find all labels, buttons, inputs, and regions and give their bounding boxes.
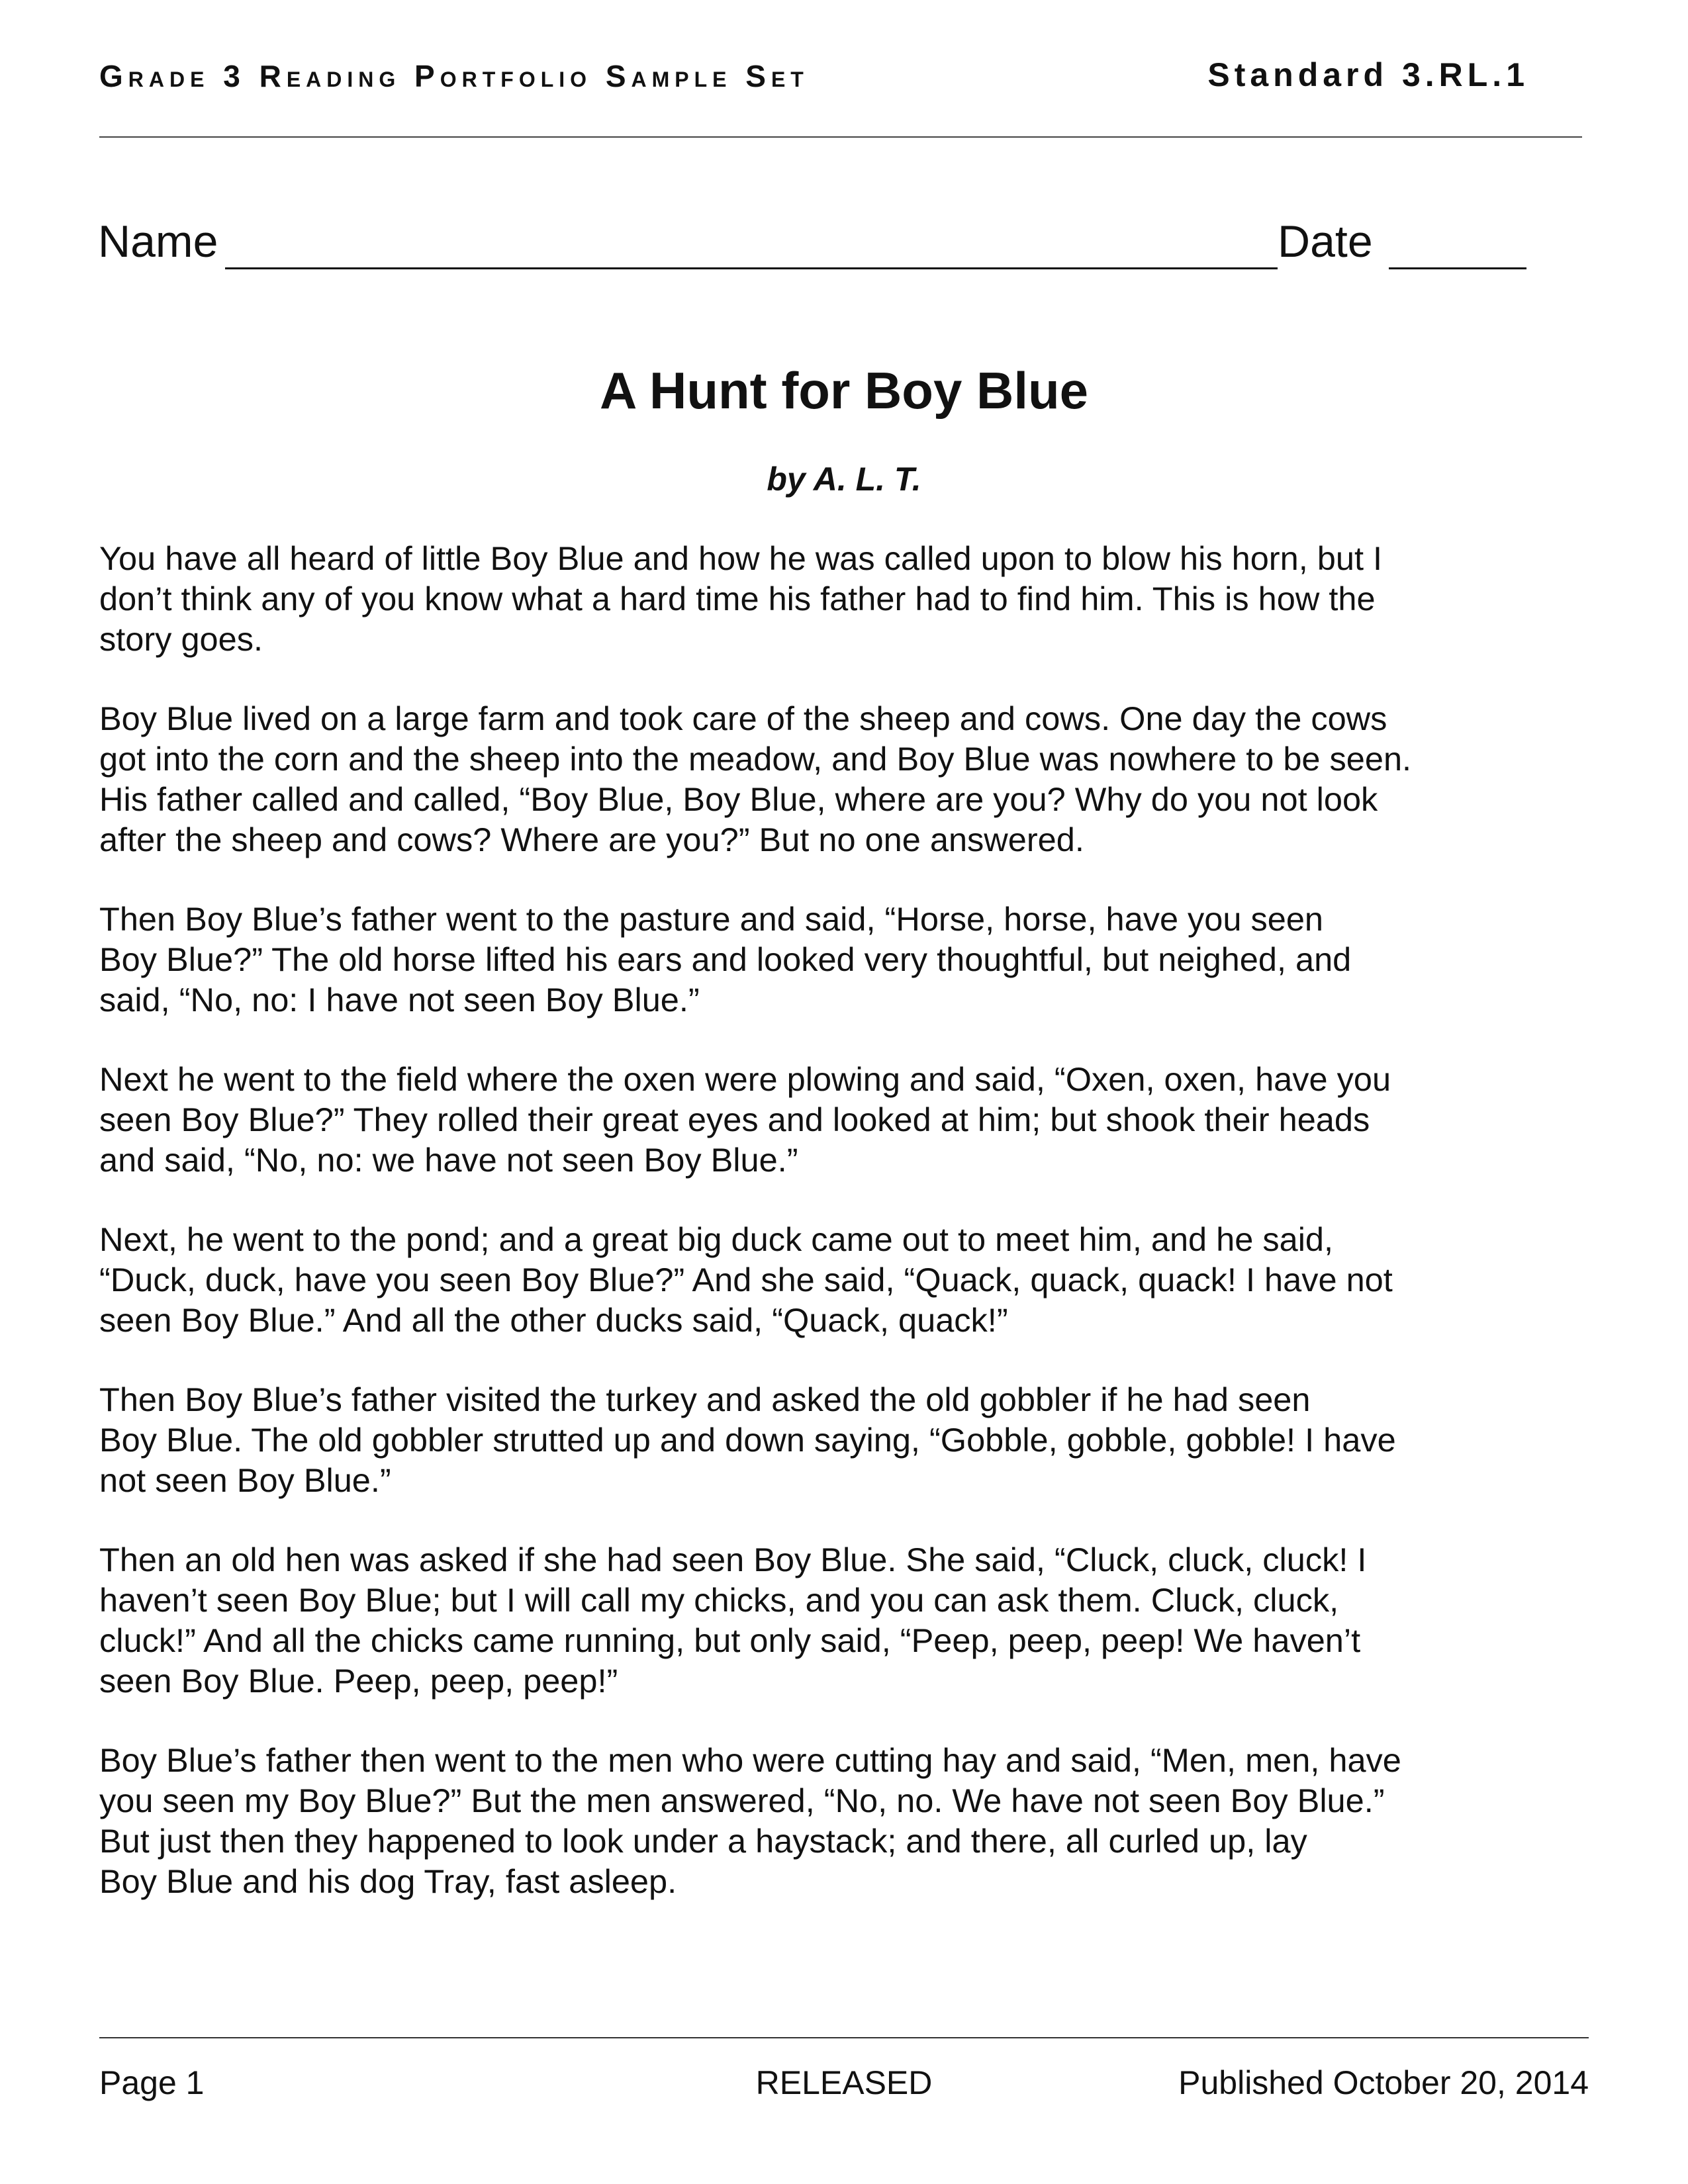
name-field[interactable] <box>225 267 1278 269</box>
footer-publish-date: Published October 20, 2014 <box>1178 2064 1589 2101</box>
story-paragraph: Boy Blue lived on a large farm and took care of the sheep and cows. One day the cows got into the corn and the sheep into the meadow, and Boy Blue was nowhere to be seen. His father called and called, “Boy Blue, Boy Blue, where are you? Why do you not look after the sheep and cows? Where are you?” But no one answered. <box>99 700 1412 858</box>
footer-divider <box>99 2037 1589 2038</box>
date-label: Date <box>1278 216 1373 267</box>
story-paragraph: Then an old hen was asked if she had seen Boy Blue. She said, “Cluck, cluck, cluck! I haven’t seen Boy Blue; but I will call my chicks, and you can ask them. Cluck, cluck, cluck!” And all the chicks came running, but only said, “Peep, peep, peep! We haven’t seen Boy Blue. Peep, peep, peep!” <box>99 1541 1367 1700</box>
story-byline: by A. L. T. <box>767 461 921 498</box>
story-paragraph: Then Boy Blue’s father went to the pasture and said, “Horse, horse, have you seen Boy Blue?” The old horse lifted his ears and looked very thoughtful, but neighed, and said, “No, no: I have not seen Boy Blue.” <box>99 900 1352 1019</box>
header-divider <box>99 136 1582 138</box>
story-paragraph: Next he went to the field where the oxen were plowing and said, “Oxen, oxen, have you seen Boy Blue?” They rolled their great eyes and looked at him; but shook their heads and said, “No, no: we have not seen Boy Blue.” <box>99 1060 1391 1179</box>
story-paragraph: You have all heard of little Boy Blue and how he was called upon to blow his horn, but I don’t think any of you know what a hard time his father had to find him. This is how the story goes. <box>99 539 1383 658</box>
footer-page-number: Page 1 <box>99 2064 205 2101</box>
story-title: A Hunt for Boy Blue <box>599 361 1089 420</box>
name-label: Name <box>98 216 218 267</box>
story-paragraph: Boy Blue’s father then went to the men who were cutting hay and said, “Men, men, have you seen my Boy Blue?” But the men answered, “No, no. We have not seen Boy Blue.” But just then they happened to look under a haystack; and there, all curled up, lay Boy Blue and his dog Tray, fast asleep. <box>99 1741 1401 1900</box>
story-body <box>99 538 1602 1940</box>
footer-release-status: RELEASED <box>755 2064 933 2101</box>
story-paragraph: Next, he went to the pond; and a great big duck came out to meet him, and he said, “Duck, duck, have you seen Boy Blue?” And she said, “Quack, quack, quack! I have not seen Boy Blue.” And all the other ducks said, “Quack, quack!” <box>99 1220 1393 1339</box>
date-field[interactable] <box>1389 267 1526 269</box>
story-paragraph: Then Boy Blue’s father visited the turkey and asked the old gobbler if he had seen Boy Blue. The old gobbler strutted up and down saying, “Gobble, gobble, gobble! I have not seen Boy Blue.” <box>99 1381 1396 1499</box>
header-standard: Standard 3.RL.1 <box>1207 56 1529 93</box>
name-date-row <box>98 216 1554 275</box>
header-title: Grade 3 Reading Portfolio Sample Set <box>99 59 809 93</box>
